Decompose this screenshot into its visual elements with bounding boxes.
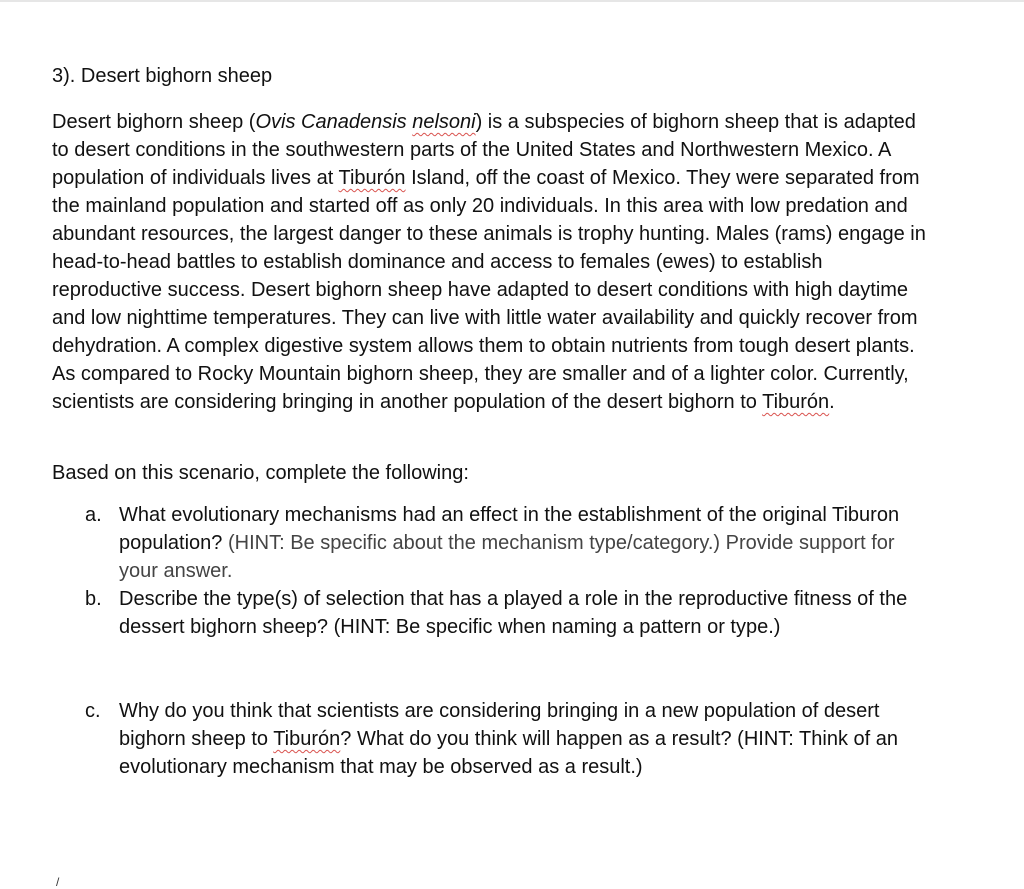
question-c-marker: c. — [85, 700, 101, 722]
scenario-paragraph — [52, 108, 932, 416]
question-list — [52, 501, 932, 781]
question-c-text-after: ? What do you think will happen as a result? (HINT: Think of an evolutionary mechanism that may be observed as a result.) — [119, 728, 898, 778]
question-a-text: What evolutionary mechanisms had an effect in the establishment of the original Tiburon population? — [119, 504, 900, 554]
question-c — [52, 697, 932, 781]
intro-lead: Desert bighorn sheep ( — [52, 111, 256, 133]
intro-body: Island, off the coast of Mexico. They were separated from the mainland population and started off as only 20 individuals. In this area with low predation and abundant resources, the largest danger to these animals is trophy hunting. Males (rams) engage in head-to-head battles to establish dominance and access to females (ewes) to establish reproductive success. Desert bighorn sheep have adapted to desert conditions with high daytime and low nighttime temperatures. They can live with little water availability and quickly recover from dehydration. A complex digestive system allows them to obtain nutrients from tough desert plants. As compared to Rocky Mountain bighorn sheep, they are smaller and of a lighter color. Currently, scientists are considering bringing in another population of the desert bighorn to — [52, 167, 926, 413]
intro-end: . — [829, 391, 835, 413]
question-a-hint: (HINT: Be specific about the mechanism type/category.) Provide support for your answer. — [119, 532, 895, 582]
species-name: Ovis Canadensis — [255, 111, 407, 133]
document-page — [52, 62, 932, 781]
section-heading: 3). Desert bighorn sheep — [52, 65, 273, 87]
instructions-prompt: Based on this scenario, complete the following: — [52, 462, 469, 484]
question-b — [52, 585, 932, 641]
intro-after-species: ) is a subspecies of bighorn sheep that is adapted to desert conditions in the southwestern parts of the United States and Northwestern Mexico. A population of individuals lives at — [52, 111, 916, 189]
place-name-tiburon-2: Tiburón — [762, 391, 830, 413]
question-c-text-before: Why do you think that scientists are considering bringing in a new population of desert bighorn sheep to — [119, 700, 880, 750]
species-subspecies-name: nelsoni — [412, 111, 476, 133]
place-name-tiburon: Tiburón — [338, 167, 406, 189]
question-b-marker: b. — [85, 588, 102, 610]
stray-mark: / — [56, 875, 60, 889]
page-top-border — [0, 0, 1024, 2]
question-a — [52, 501, 932, 585]
question-b-text: Describe the type(s) of selection that has a played a role in the reproductive fitness of the dessert bighorn sheep? (HINT: Be specific when naming a pattern or type.) — [119, 588, 908, 638]
question-a-marker: a. — [85, 504, 102, 526]
question-c-place-name: Tiburón — [273, 728, 341, 750]
